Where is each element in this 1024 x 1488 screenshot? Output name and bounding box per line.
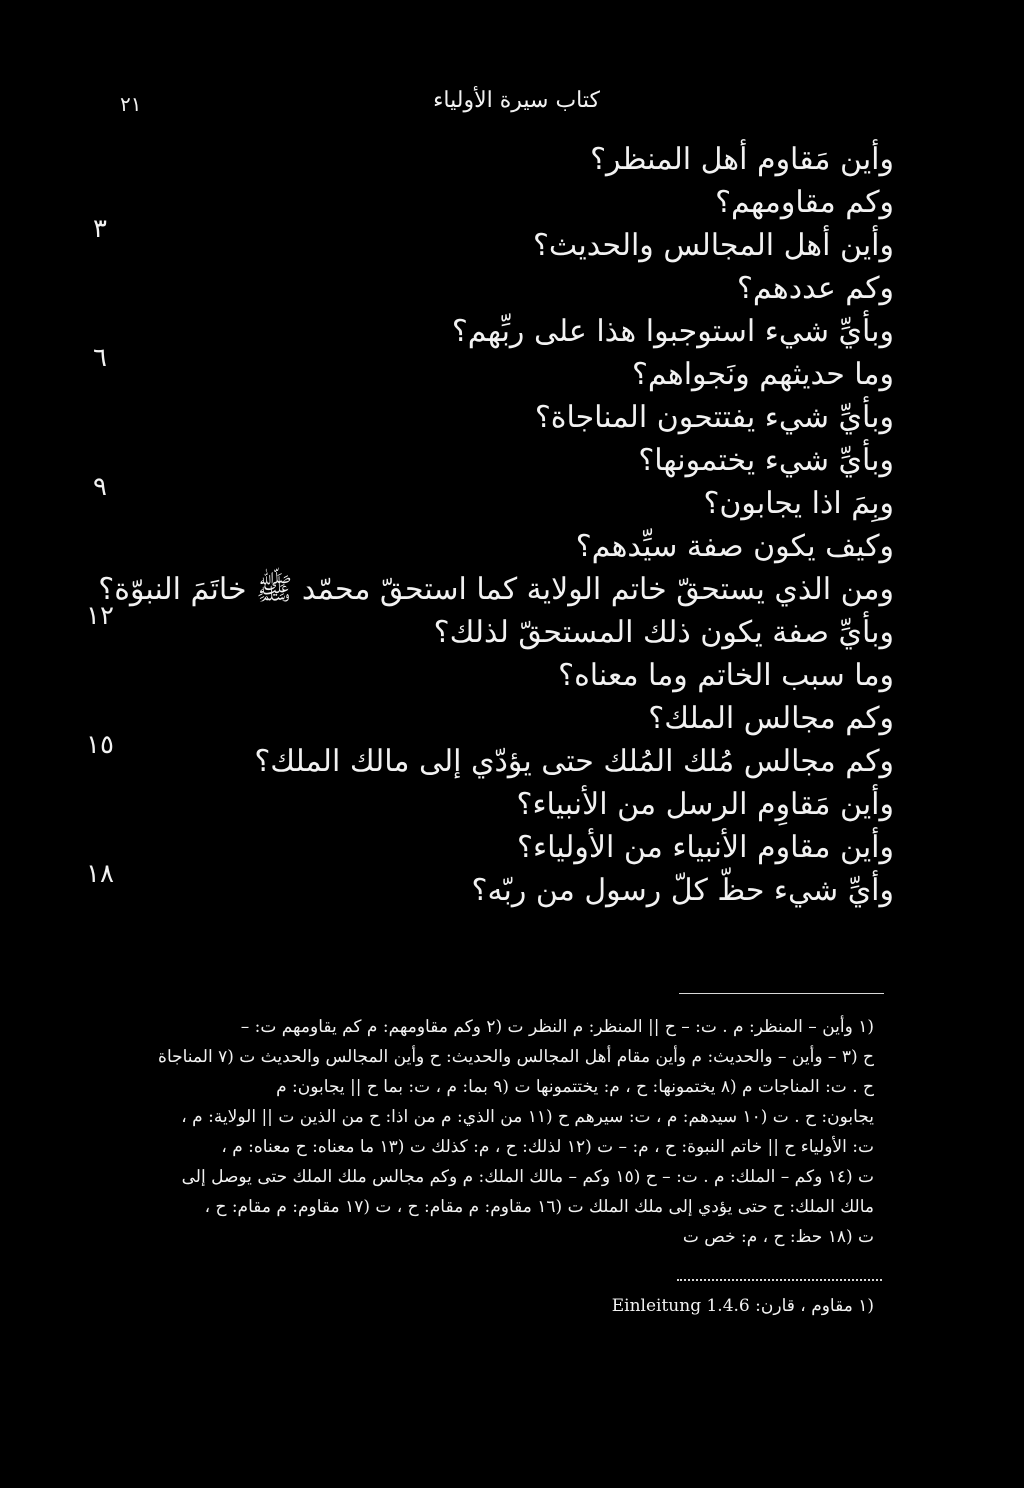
line-number: ١٢ [86, 601, 114, 631]
apparatus-line: ت (١٤ وكم – الملك: م . ت: – ح (١٥ وكم – مالك الملك: م وكم مجالس ملك الملك حتى يوصل إلى [181, 1167, 874, 1187]
text-line: وأين مَقاوم أهل المنظر؟ [590, 142, 894, 177]
apparatus-line: يجابون: ح . ت (١٠ سيدهم: م ، ت: سيرهم ح (١١ من الذي: م من اذا: ح من الذين ت || الولاية: م ، [181, 1107, 874, 1127]
apparatus-line: ت (١٨ حظ: ح ، م: خص ت [682, 1227, 874, 1247]
reference-note: (١ مقاوم ، قارن: Einleitung 1.4.6 [611, 1296, 874, 1316]
text-line: وكم مجالس الملك؟ [648, 701, 894, 736]
text-line: وكيف يكون صفة سيِّدهم؟ [575, 529, 894, 564]
text-line: وكم مقاومهم؟ [715, 185, 894, 220]
line-number: ١٨ [86, 859, 114, 889]
text-line: وكم عددهم؟ [737, 271, 894, 306]
text-line: ومن الذي يستحقّ خاتم الولاية كما استحقّ محمّد ﷺ خاتَمَ النبوّة؟ [98, 572, 894, 607]
running-title: كتاب سيرة الأولياء [433, 88, 600, 113]
text-line: وما حديثهم ونَجواهم؟ [631, 357, 894, 392]
note-divider [677, 1279, 882, 1281]
page-header [120, 88, 600, 124]
text-line: وأين أهل المجالس والحديث؟ [532, 228, 894, 263]
footnote-divider [679, 993, 884, 994]
apparatus-line: (١ وأين – المنظر: م . ت: – ح || المنظر: م النظر ت (٢ وكم مقاومهم: م كم يقاومهم ت: – [240, 1017, 874, 1037]
apparatus-line: ح (٣ – وأين – والحديث: م وأين مقام أهل المجالس والحديث: ح وأين المجالس والحديث ت (٧ المناجاة [158, 1047, 874, 1067]
critical-apparatus [144, 1012, 874, 1252]
line-number: ١٥ [86, 730, 114, 760]
text-line: وبأيِّ شيء استوجبوا هذا على ربِّهم؟ [451, 314, 894, 349]
line-number: ٣ [93, 214, 107, 244]
apparatus-line: ت: الأولياء ح || خاتم النبوة: ح ، م: – ت (١٢ لذلك: ح ، م: كذلك ت (١٣ ما معناه: ح معناه: م ، [221, 1137, 874, 1157]
line-number: ٦ [93, 343, 107, 373]
line-number: ٩ [93, 472, 107, 502]
apparatus-line: ح . ت: المناجات م (٨ يختمونها: ح ، م: يختتمونها ت (٩ بما: م ، ت: بما ح || يجابون: م [276, 1077, 874, 1097]
text-line: وما سبب الخاتم وما معناه؟ [558, 658, 894, 693]
text-line: وكم مجالس مُلك المُلك حتى يؤدّي إلى مالك الملك؟ [254, 744, 894, 779]
text-line: وبأيِّ شيء يختمونها؟ [638, 443, 894, 478]
text-line: وأيِّ شيء حظّ كلّ رسول من ربّه؟ [471, 873, 894, 908]
text-line: وأين مقاوم الأنبياء من الأولياء؟ [517, 830, 894, 865]
text-line: وبأيِّ صفة يكون ذلك المستحقّ لذلك؟ [433, 615, 894, 650]
page-number: ٢١ [120, 92, 142, 116]
text-line: وأين مَقاوِم الرسل من الأنبياء؟ [516, 787, 894, 822]
text-line: وبأيِّ شيء يفتتحون المناجاة؟ [534, 400, 894, 435]
text-line: وبِمَ اذا يجابون؟ [703, 486, 894, 521]
line-number-margin [70, 0, 130, 1000]
apparatus-line: مالك الملك: ح حتى يؤدي إلى ملك الملك ت (١٦ مقاوم: م مقام: ح ، ت (١٧ مقاوم: م مقام: ح ، [204, 1197, 874, 1217]
